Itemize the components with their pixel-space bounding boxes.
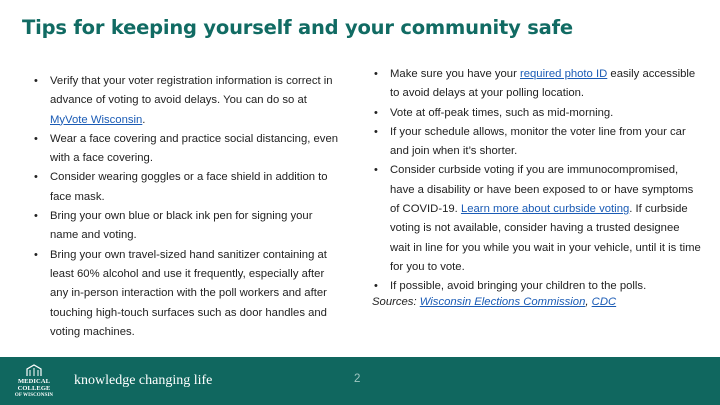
tagline: knowledge changing life	[74, 373, 213, 388]
sources-line	[372, 296, 616, 308]
right-column	[372, 65, 702, 297]
cdc-link[interactable]: CDC	[591, 296, 617, 308]
bullet-photo-id	[372, 65, 702, 104]
bullet-monitor-line: • If your schedule allows, monitor the voter line from your car and join when it’s shorter.	[372, 123, 702, 162]
bullet-text: Make sure you have your	[390, 68, 520, 80]
bullet-off-peak: • Vote at off-peak times, such as mid-morning.	[372, 104, 702, 123]
bullet-curbside-voting	[372, 161, 702, 277]
logo-line-2: COLLEGE	[17, 385, 51, 392]
bullet-hand-sanitizer: • Bring your own travel-sized hand sanitizer containing at least 60% alcohol and use it frequently, especially after any in-person interaction with the poll workers and after touching high-touch surfaces such as door handles and voting machines.	[32, 246, 342, 342]
sources-label: Sources:	[372, 296, 420, 308]
bullet-children: • If possible, avoid bringing your children to the polls.	[372, 277, 702, 296]
right-bullet-list	[372, 65, 702, 297]
bullet-ink-pen: • Bring your own blue or black ink pen for signing your name and voting.	[32, 207, 342, 246]
bullet-verify-registration	[32, 72, 342, 130]
bullet-text: . If curbside voting is not available, consider having a trusted designee wait in line for you while you wait in your vehicle, until it is time for you to vote.	[390, 203, 701, 273]
left-column	[32, 72, 342, 342]
slide-title: Tips for keeping yourself and your community safe	[22, 16, 573, 39]
bullet-text: easily accessible to avoid delays at your polling location.	[390, 68, 696, 100]
bullet-text: Consider curbside voting if you are immunocompromised, have a disability or have been exposed to or have symptoms of COVID-19.	[390, 164, 694, 216]
logo-line-3: OF WISCONSIN	[14, 393, 54, 398]
footer-bar	[0, 357, 720, 405]
logo-line-1: MEDICAL	[17, 378, 51, 385]
mcw-crest-icon	[26, 364, 42, 377]
curbside-voting-link[interactable]: Learn more about curbside voting	[460, 203, 630, 216]
logo-wordmark	[8, 378, 60, 399]
wisconsin-elections-commission-link[interactable]: Wisconsin Elections Commission	[419, 296, 586, 308]
bullet-text: Verify that your voter registration information is correct in advance of voting to avoid delays. You can do so at	[50, 75, 333, 107]
left-bullet-list	[32, 72, 342, 342]
sources-separator: ,	[585, 296, 592, 308]
mcw-logo	[8, 363, 60, 401]
myvote-wisconsin-link[interactable]: MyVote Wisconsin	[50, 113, 143, 126]
bullet-face-covering: • Wear a face covering and practice social distancing, even with a face covering.	[32, 130, 342, 169]
required-photo-id-link[interactable]: required photo ID	[519, 68, 608, 80]
bullet-text: .	[142, 113, 146, 126]
bullet-goggles: • Consider wearing goggles or a face shield in addition to face mask.	[32, 168, 342, 207]
page-number: 2	[354, 373, 361, 385]
